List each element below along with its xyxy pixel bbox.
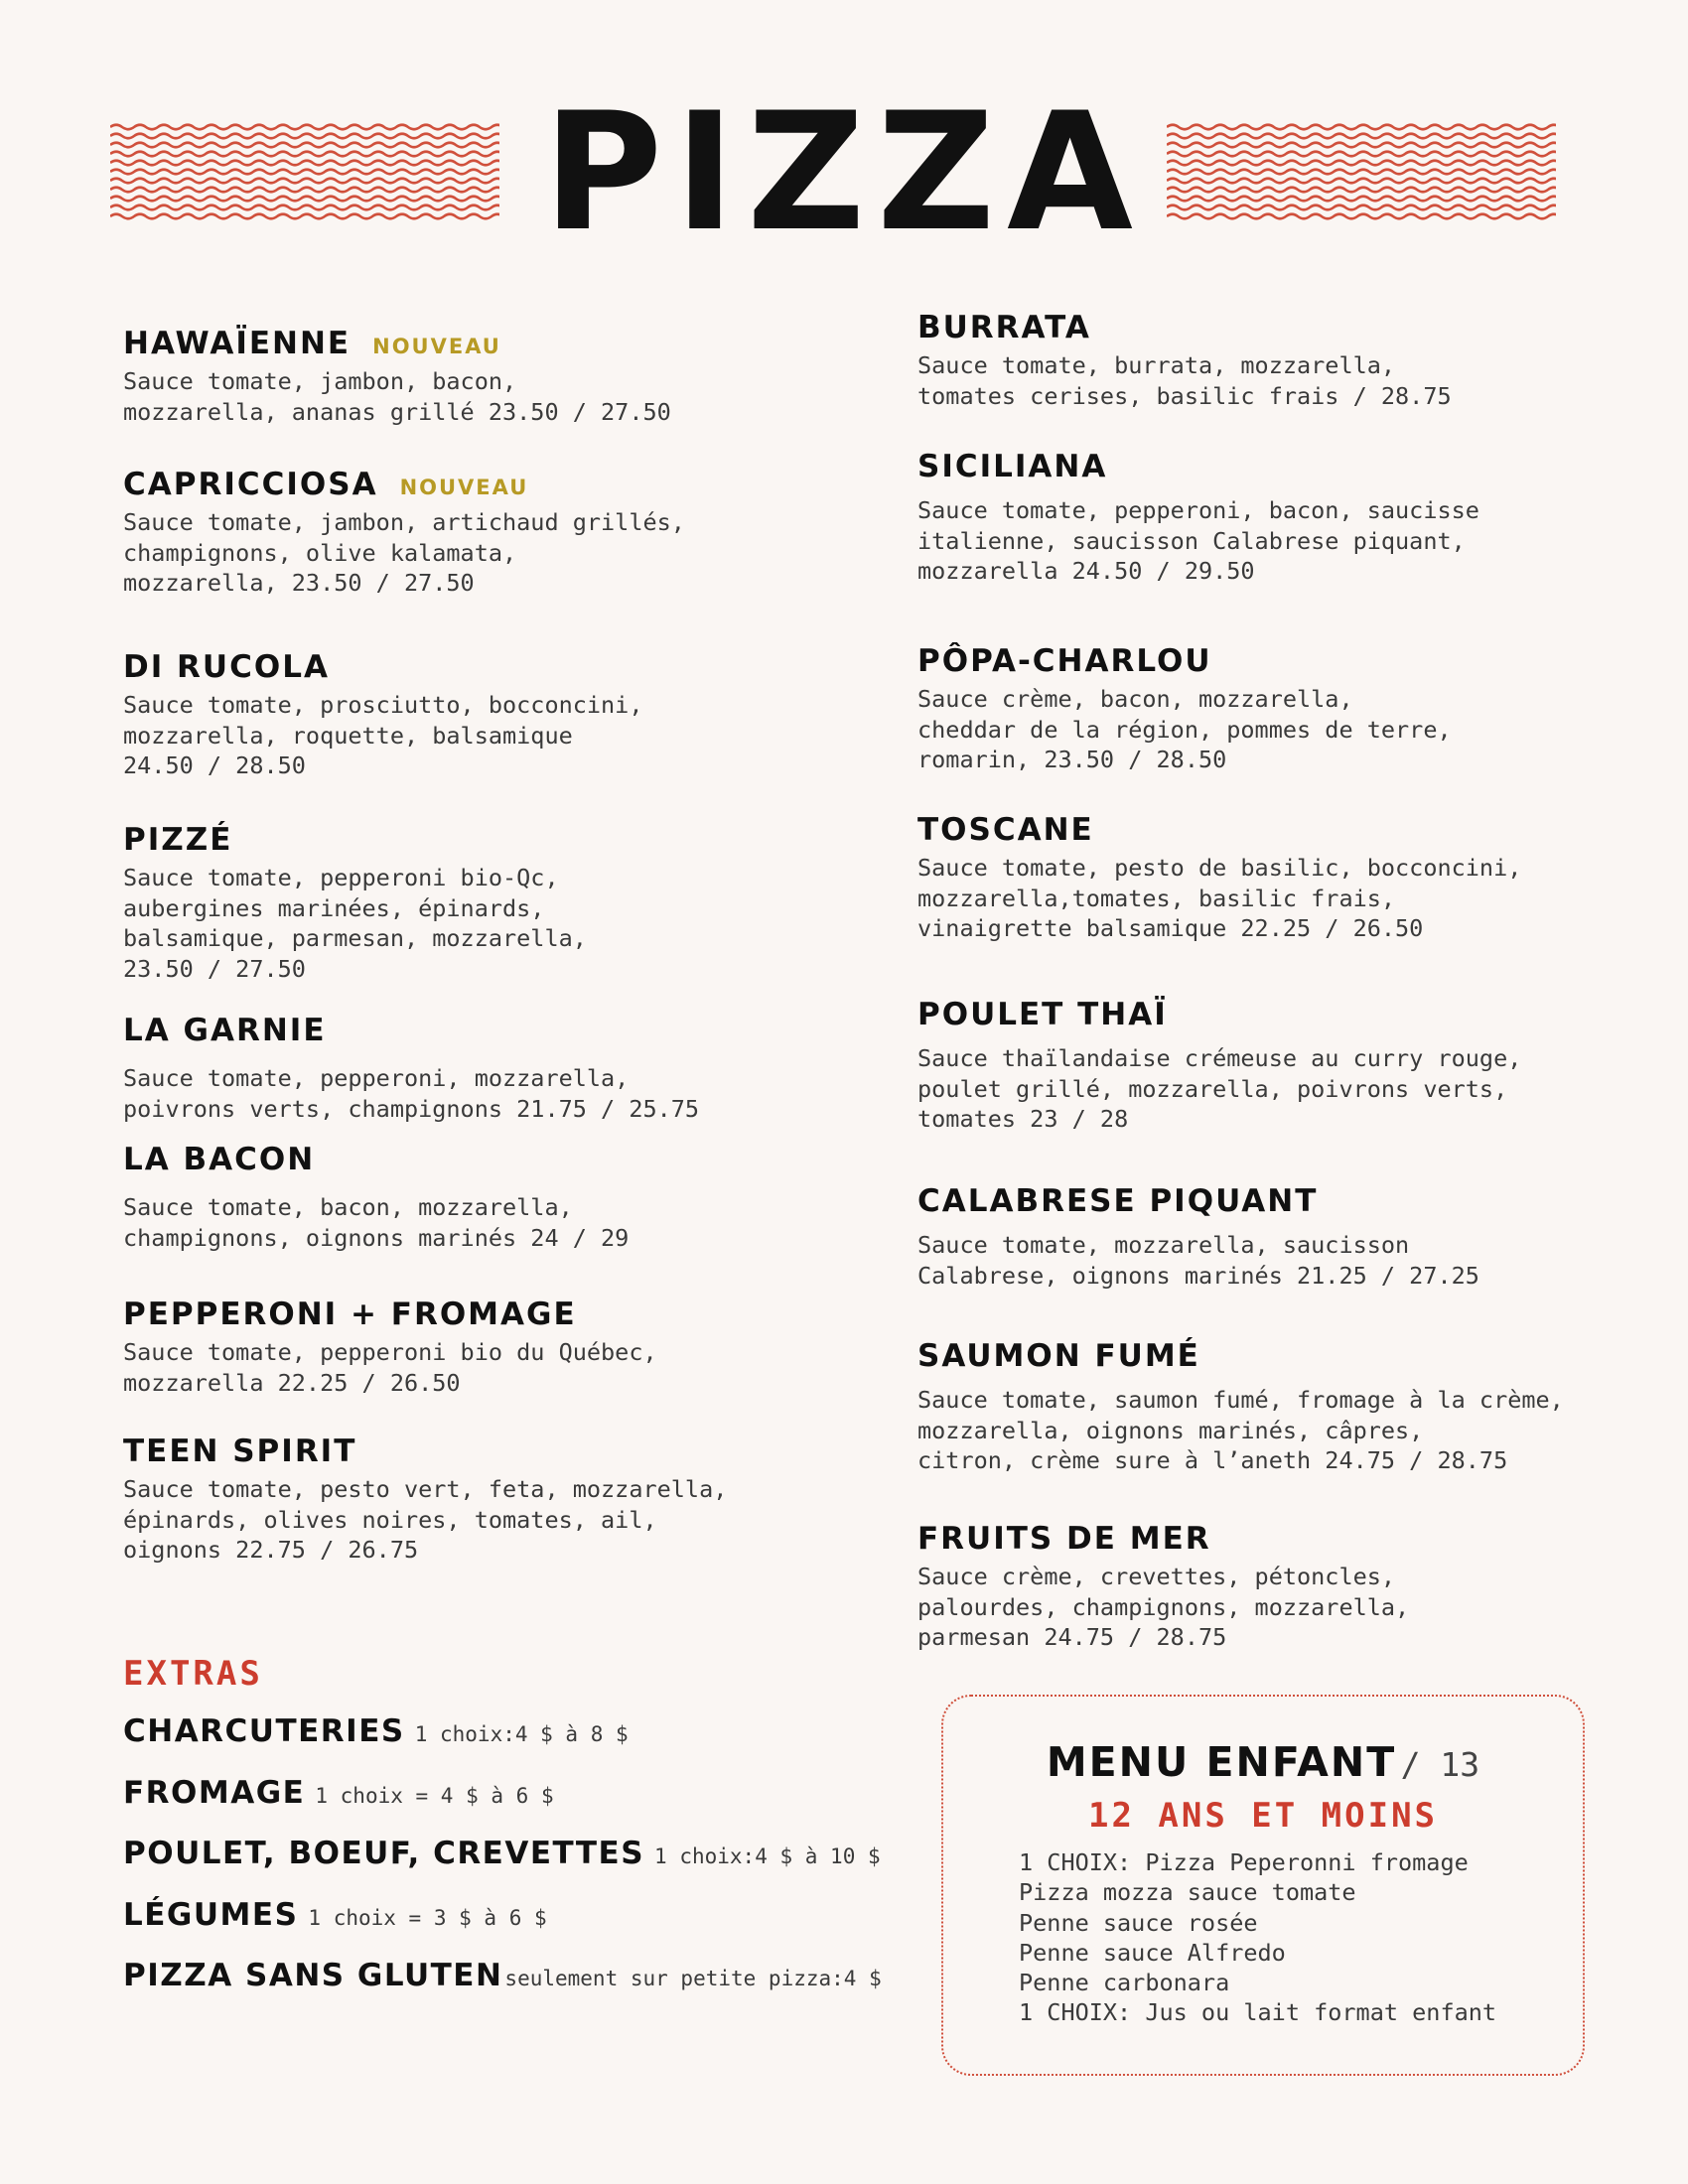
kids-menu-title: MENU ENFANT [1046,1738,1397,1786]
kids-menu-line: 1 CHOIX: Jus ou lait format enfant [1019,1998,1497,2027]
item-description: Sauce tomate, pesto vert, feta, mozzarella, épinards, olives noires, tomates, ail, oignons 22.75 / 26.75 [123,1475,728,1565]
item-name: SAUMON FUMÉ [917,1338,1200,1374]
menu-item-la-bacon [123,1142,838,1253]
extra-item [123,1713,917,1775]
extra-name: PIZZA SANS GLUTEN [123,1958,503,1993]
kids-menu-header [943,1738,1583,1786]
menu-item-teen-spirit [123,1433,838,1566]
menu-item-siciliana [917,449,1613,587]
extra-name: POULET, BOEUF, CREVETTES [123,1836,645,1871]
item-description: Sauce tomate, pepperoni bio-Qc, aubergines marinées, épinards, balsamique, parmesan, mozzarella, 23.50 / 27.50 [123,864,587,983]
menu-item-capricciosa [123,467,838,599]
item-description: Sauce tomate, jambon, artichaud grillés, champignons, olive kalamata, mozzarella, 23.50 / 27.50 [123,508,685,598]
item-name: HAWAÏENNE [123,326,352,361]
item-name: LA GARNIE [123,1013,327,1048]
menu-item-pepperoni-fromage [123,1297,838,1398]
menu-item-fruits-de-mer [917,1521,1613,1653]
item-description: Sauce tomate, burrata, mozzarella, tomates cerises, basilic frais / 28.75 [917,351,1452,410]
item-name: CAPRICCIOSA [123,467,378,502]
item-description: Sauce tomate, jambon, bacon, mozzarella, ananas grillé 23.50 / 27.50 [123,367,671,426]
item-name: PEPPERONI + FROMAGE [123,1297,577,1332]
item-description: Sauce tomate, saumon fumé, fromage à la crème, mozzarella, oignons marinés, câpres, citron, crème sure à l’aneth 24.75 / 28.75 [917,1386,1564,1475]
extra-item [123,1836,917,1897]
kids-menu-price: / 13 [1400,1745,1480,1784]
kids-menu-box [941,1695,1585,2076]
menu-item-saumon-fume [917,1338,1613,1476]
extra-name: CHARCUTERIES [123,1713,405,1749]
item-description: Sauce tomate, prosciutto, bocconcini, mozzarella, roquette, balsamique 24.50 / 28.50 [123,691,643,780]
menu-item-poulet-thai [917,997,1613,1135]
extra-name: FROMAGE [123,1774,306,1811]
item-description: Sauce tomate, mozzarella, saucisson Calabrese, oignons marinés 21.25 / 27.25 [917,1231,1479,1290]
item-name: LA BACON [123,1142,316,1177]
page-title: PIZZA [543,77,1145,267]
item-name: TOSCANE [917,812,1094,848]
kids-menu-line: Penne sauce Alfredo [1019,1938,1286,1967]
item-name: DI RUCOLA [123,649,330,685]
new-badge: NOUVEAU [399,476,529,499]
item-description: Sauce tomate, bacon, mozzarella, champignons, oignons marinés 24 / 29 [123,1193,630,1252]
extra-item [123,1775,917,1837]
extra-price: seulement sur petite pizza:4 $ [504,1967,882,1990]
new-badge: NOUVEAU [372,335,501,358]
kids-menu-line: 1 CHOIX: Pizza Peperonni fromage [1019,1848,1469,1876]
kids-menu-line: Penne sauce rosée [1019,1908,1258,1937]
item-description: Sauce tomate, pepperoni, bacon, saucisse italienne, saucisson Calabrese piquant, mozzarella 24.50 / 29.50 [917,496,1479,586]
extra-item [123,1958,917,2019]
extra-price: 1 choix:4 $ à 8 $ [414,1722,629,1746]
menu-item-popa-charlou [917,643,1613,775]
extras-heading: EXTRAS [123,1654,263,1694]
extra-item [123,1897,917,1959]
extra-price: 1 choix:4 $ à 10 $ [654,1844,881,1868]
item-name: CALABRESE PIQUANT [917,1183,1319,1219]
item-description: Sauce thaïlandaise crémeuse au curry rouge, poulet grillé, mozzarella, poivrons verts, tomates 23 / 28 [917,1044,1522,1134]
menu-item-la-garnie [123,1013,838,1124]
menu-item-di-rucola [123,649,838,781]
item-description: Sauce crème, bacon, mozzarella, cheddar de la région, pommes de terre, romarin, 23.50 / 28.50 [917,685,1452,774]
kids-menu-line: Penne carbonara [1019,1969,1230,1997]
item-description: Sauce crème, crevettes, pétoncles, palourdes, champignons, mozzarella, parmesan 24.75 / 28.75 [917,1563,1410,1652]
item-name: PÔPA-CHARLOU [917,643,1212,679]
item-name: POULET THAÏ [917,997,1168,1032]
extra-price: 1 choix = 4 $ à 6 $ [315,1783,554,1808]
kids-menu-subtitle: 12 ANS ET MOINS [1087,1796,1439,1836]
item-name: TEEN SPIRIT [123,1433,357,1469]
item-name: BURRATA [917,310,1091,345]
item-name: SICILIANA [917,449,1108,484]
kids-menu-line: Pizza mozza sauce tomate [1019,1878,1356,1907]
menu-item-pizze [123,822,838,984]
wave-decoration-right [1167,119,1556,228]
menu-item-burrata [917,310,1613,411]
item-description: Sauce tomate, pepperoni, mozzarella, poivrons verts, champignons 21.75 / 25.75 [123,1064,700,1123]
item-description: Sauce tomate, pepperoni bio du Québec, mozzarella 22.25 / 26.50 [123,1338,657,1397]
menu-item-calabrese-piquant [917,1183,1613,1291]
kids-menu-list [1019,1847,1496,2028]
menu-item-hawaienne [123,326,838,427]
menu-item-toscane [917,812,1613,944]
extra-price: 1 choix = 3 $ à 6 $ [308,1905,547,1930]
extra-name: LÉGUMES [123,1896,299,1933]
item-description: Sauce tomate, pesto de basilic, bocconcini, mozzarella,tomates, basilic frais, vinaigrette balsamique 22.25 / 26.50 [917,854,1522,943]
item-name: FRUITS DE MER [917,1521,1211,1557]
item-name: PIZZÉ [123,822,233,858]
extras-list [123,1713,917,2019]
